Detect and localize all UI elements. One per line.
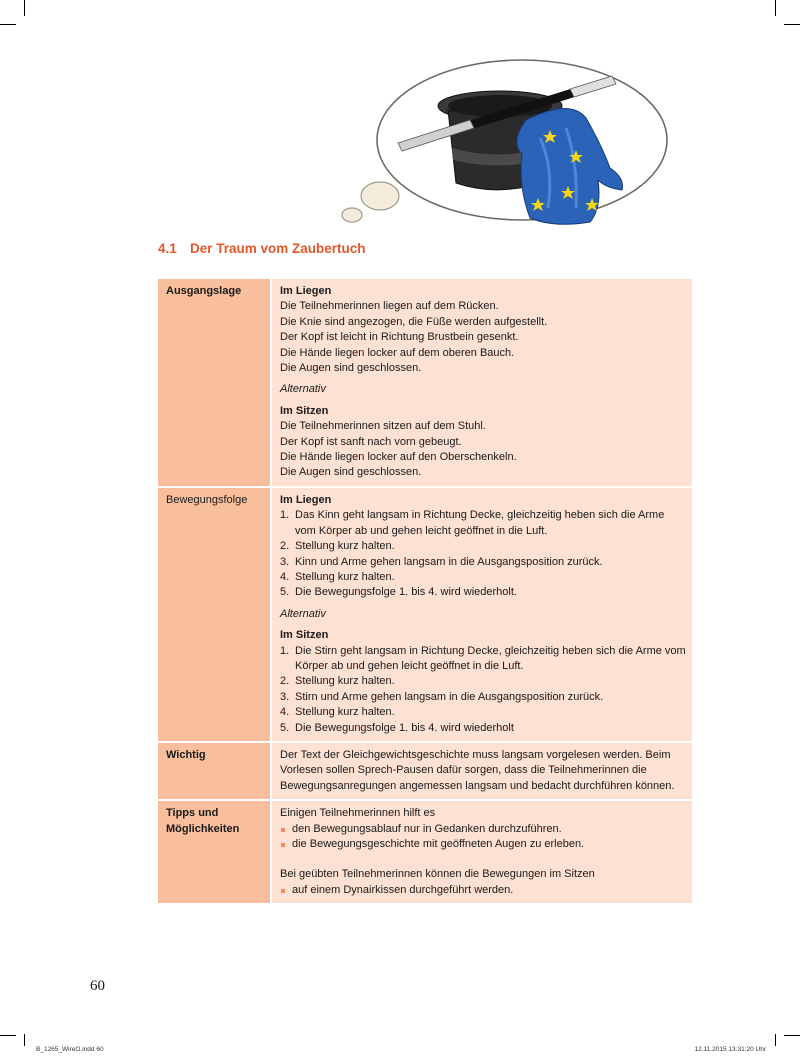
spacer (280, 852, 688, 867)
step-number: 2. (280, 540, 290, 553)
list-item (280, 508, 688, 539)
position-title: Im Liegen (280, 285, 332, 297)
position-title: Im Sitzen (280, 404, 329, 417)
row-label-ausgangslage: Ausgangslage (158, 279, 271, 487)
text-line: Bei geübten Teilnehmerinnen können die Bewegungen im Sitzen (280, 868, 595, 881)
alternative-label: Alternativ (280, 607, 326, 620)
table-row (158, 279, 692, 487)
step-text: Stellung kurz halten. (295, 540, 395, 553)
list-item (280, 585, 688, 600)
text-line: Die Augen sind geschlossen. (280, 466, 422, 479)
crop-mark (24, 0, 25, 16)
step-text: Kinn und Arme gehen langsam in die Ausgangsposition zurück. (295, 555, 603, 568)
list-item (280, 690, 688, 705)
text-line: Die Teilnehmerinnen sitzen auf dem Stuhl. (280, 420, 486, 433)
steps-list (280, 644, 688, 736)
row-content-ausgangslage (271, 279, 692, 487)
crop-mark (0, 24, 16, 25)
step-text: Die Stirn geht langsam in Richtung Decke, gleichzeitig heben sich die Arme vom Körper ab und gehen leicht geöffnet in die Luft. (295, 644, 686, 672)
row-label-bewegungsfolge: Bewegungsfolge (158, 487, 271, 742)
table-row (158, 487, 692, 742)
text-line: Einigen Teilnehmerinnen hilft es (280, 807, 436, 820)
list-item (280, 555, 688, 570)
step-text: Die Bewegungsfolge 1. bis 4. wird wiederholt (295, 721, 514, 734)
thought-bubble-illustration (340, 58, 680, 230)
crop-mark (24, 1034, 25, 1046)
slug-file: B_1265_WireO.indd 60 (36, 1046, 104, 1053)
bullet-list (280, 822, 688, 853)
step-number: 3. (280, 555, 290, 568)
step-number: 4. (280, 570, 290, 583)
text-paragraph: Der Text der Gleichgewichtsgeschichte muss langsam vorgelesen werden. Beim Vorlesen sollen Sprech-Pausen dafür sorgen, dass die Teilnehmerinnen die Bewegungsanregungen angemessen langsam und bedacht durchführen können. (280, 748, 675, 792)
position-title: Im Liegen (280, 493, 332, 506)
step-number: 3. (280, 690, 290, 703)
table-row (158, 800, 692, 903)
step-text: Stellung kurz halten. (295, 570, 395, 583)
step-text: Die Bewegungsfolge 1. bis 4. wird wiederholt. (295, 586, 517, 599)
list-item (280, 705, 688, 720)
steps-list (280, 508, 688, 600)
row-label-wichtig: Wichtig (158, 742, 271, 800)
list-item (280, 644, 688, 675)
text-line: Der Kopf ist leicht in Richtung Brustbein gesenkt. (280, 331, 519, 344)
text-line: Die Hände liegen locker auf dem oberen Bauch. (280, 346, 515, 359)
list-item: auf einem Dynairkissen durchgeführt werden. (280, 883, 688, 898)
list-item: den Bewegungsablauf nur in Gedanken durchzuführen. (280, 822, 688, 837)
position-title: Im Sitzen (280, 629, 329, 642)
step-text: Stirn und Arme gehen langsam in die Ausgangsposition zurück. (295, 690, 604, 703)
crop-mark (784, 1035, 800, 1036)
crop-mark (775, 0, 776, 16)
crop-mark (0, 1035, 16, 1036)
step-number: 1. (280, 644, 290, 657)
list-item (280, 570, 688, 585)
text-line: Der Kopf ist sanft nach vorn gebeugt. (280, 435, 462, 448)
list-item (280, 539, 688, 554)
section-heading (158, 241, 366, 256)
step-number: 4. (280, 706, 290, 719)
text-line: Die Knie sind angezogen, die Füße werden aufgestellt. (280, 315, 548, 328)
step-number: 5. (280, 586, 290, 599)
row-content-bewegungsfolge (271, 487, 692, 742)
crop-mark (775, 1034, 776, 1046)
step-number: 5. (280, 721, 290, 734)
list-item (280, 721, 688, 736)
step-number: 2. (280, 675, 290, 688)
row-content-tipps (271, 800, 692, 903)
section-number: 4.1 (158, 241, 177, 256)
step-number: 1. (280, 509, 290, 522)
step-text: Stellung kurz halten. (295, 675, 395, 688)
alternative-label: Alternativ (280, 383, 326, 396)
row-content-wichtig (271, 742, 692, 800)
exercise-table (158, 279, 692, 903)
text-line: Die Teilnehmerinnen liegen auf dem Rücken. (280, 300, 499, 313)
slug-timestamp: 12.11.2015 13:31:20 Uhr (694, 1046, 766, 1053)
section-title: Der Traum vom Zaubertuch (190, 241, 366, 256)
page-number: 60 (90, 978, 105, 994)
row-label-tipps: Tipps und Möglichkeiten (158, 800, 271, 903)
bullet-list (280, 883, 688, 898)
crop-mark (784, 24, 800, 25)
list-item (280, 674, 688, 689)
step-text: Stellung kurz halten. (295, 706, 395, 719)
table-row (158, 742, 692, 800)
list-item: die Bewegungsgeschichte mit geöffneten Augen zu erleben. (280, 837, 688, 852)
text-line: Die Augen sind geschlossen. (280, 362, 422, 375)
text-line: Die Hände liegen locker auf den Oberschenkeln. (280, 451, 517, 464)
step-text: Das Kinn geht langsam in Richtung Decke, gleichzeitig heben sich die Arme vom Körper ab und gehen leicht geöffnet in die Luft. (295, 509, 665, 537)
